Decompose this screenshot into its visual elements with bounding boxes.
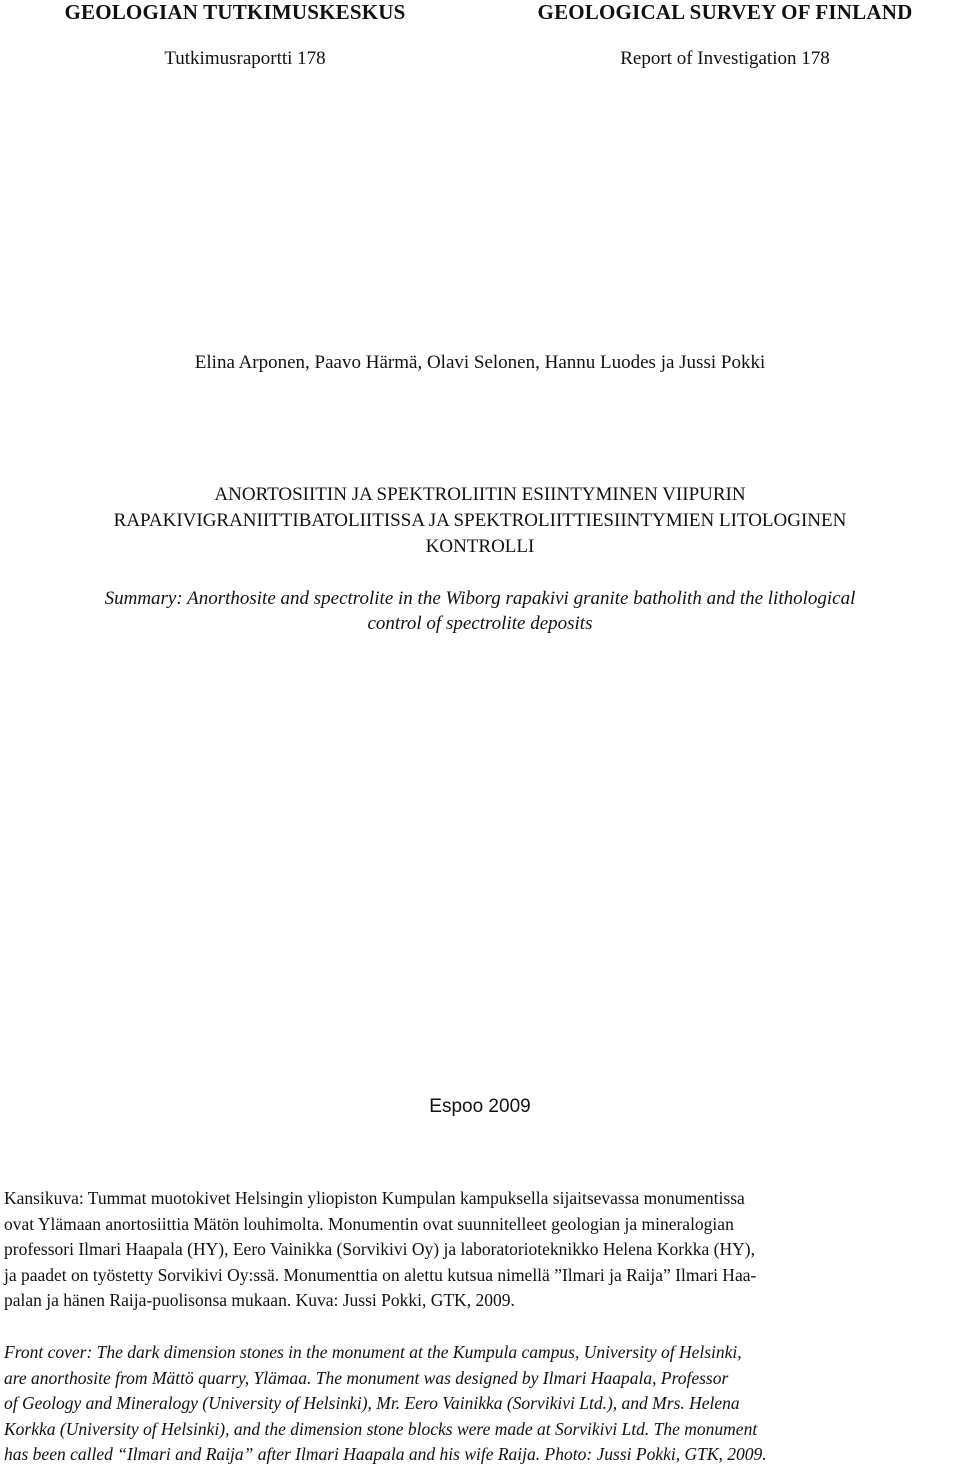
caption-line: ja paadet on työstetty Sorvikivi Oy:ssä. Monumenttia on alettu kutsua nimellä ”Ilmari ja Raija” Ilmari Haa- [4, 1264, 757, 1285]
title-line: RAPAKIVIGRANIITTIBATOLIITISSA JA SPEKTROLIITTIESIINTYMIEN LITOLOGINEN [113, 510, 847, 531]
series-number-english: Report of Investigation 178 [620, 48, 830, 69]
summary-line: Summary: Anorthosite and spectrolite in the Wiborg rapakivi granite batholith and the lithological [104, 588, 856, 609]
publication-place-year: Espoo 2009 [429, 1096, 531, 1117]
caption-line: has been called “Ilmari and Raija” after Ilmari Haapala and his wife Raija. Photo: Jussi Pokki, GTK, 2009. [4, 1444, 767, 1465]
summary-line: control of spectrolite deposits [367, 613, 593, 634]
series-number-finnish: Tutkimusraportti 178 [164, 48, 326, 69]
caption-line: of Geology and Mineralogy (University of Helsinki), Mr. Eero Vainikka (Sorvikivi Ltd.), and Mrs. Helena [4, 1393, 740, 1414]
caption-line: ovat Ylämaan anortosiittia Mätön louhimolta. Monumentin ovat suunnitelleet geologian ja mineralogian [4, 1213, 734, 1234]
cover-caption-finnish [4, 1186, 956, 1314]
summary-title [30, 586, 930, 636]
caption-line: are anorthosite from Mättö quarry, Ylämaa. The monument was designed by Ilmari Haapala, Professor [4, 1367, 729, 1388]
title-line: KONTROLLI [425, 536, 535, 557]
caption-line: professori Ilmari Haapala (HY), Eero Vainikka (Sorvikivi Oy) ja laboratorioteknikko Helena Korkka (HY), [4, 1239, 755, 1260]
caption-line: Front cover: The dark dimension stones in the monument at the Kumpula campus, University of Helsinki, [4, 1342, 742, 1362]
caption-line: Korkka (University of Helsinki), and the dimension stone blocks were made at Sorvikivi Ltd. The monument [4, 1418, 758, 1439]
author-list: Elina Arponen, Paavo Härmä, Olavi Selonen, Hannu Luodes ja Jussi Pokki [194, 352, 766, 373]
organization-name-english: GEOLOGICAL SURVEY OF FINLAND [537, 0, 913, 24]
report-title [0, 482, 960, 560]
organization-name-finnish: GEOLOGIAN TUTKIMUSKESKUS [64, 0, 406, 24]
title-line: ANORTOSIITIN JA SPEKTROLIITIN ESIINTYMINEN VIIPURIN [214, 484, 746, 505]
cover-caption-english [4, 1340, 956, 1468]
caption-line: Kansikuva: Tummat muotokivet Helsingin yliopiston Kumpulan kampuksella sijaitsevassa monumentissa [4, 1188, 745, 1208]
caption-line: palan ja hänen Raija-puolisonsa mukaan. Kuva: Jussi Pokki, GTK, 2009. [4, 1290, 515, 1311]
